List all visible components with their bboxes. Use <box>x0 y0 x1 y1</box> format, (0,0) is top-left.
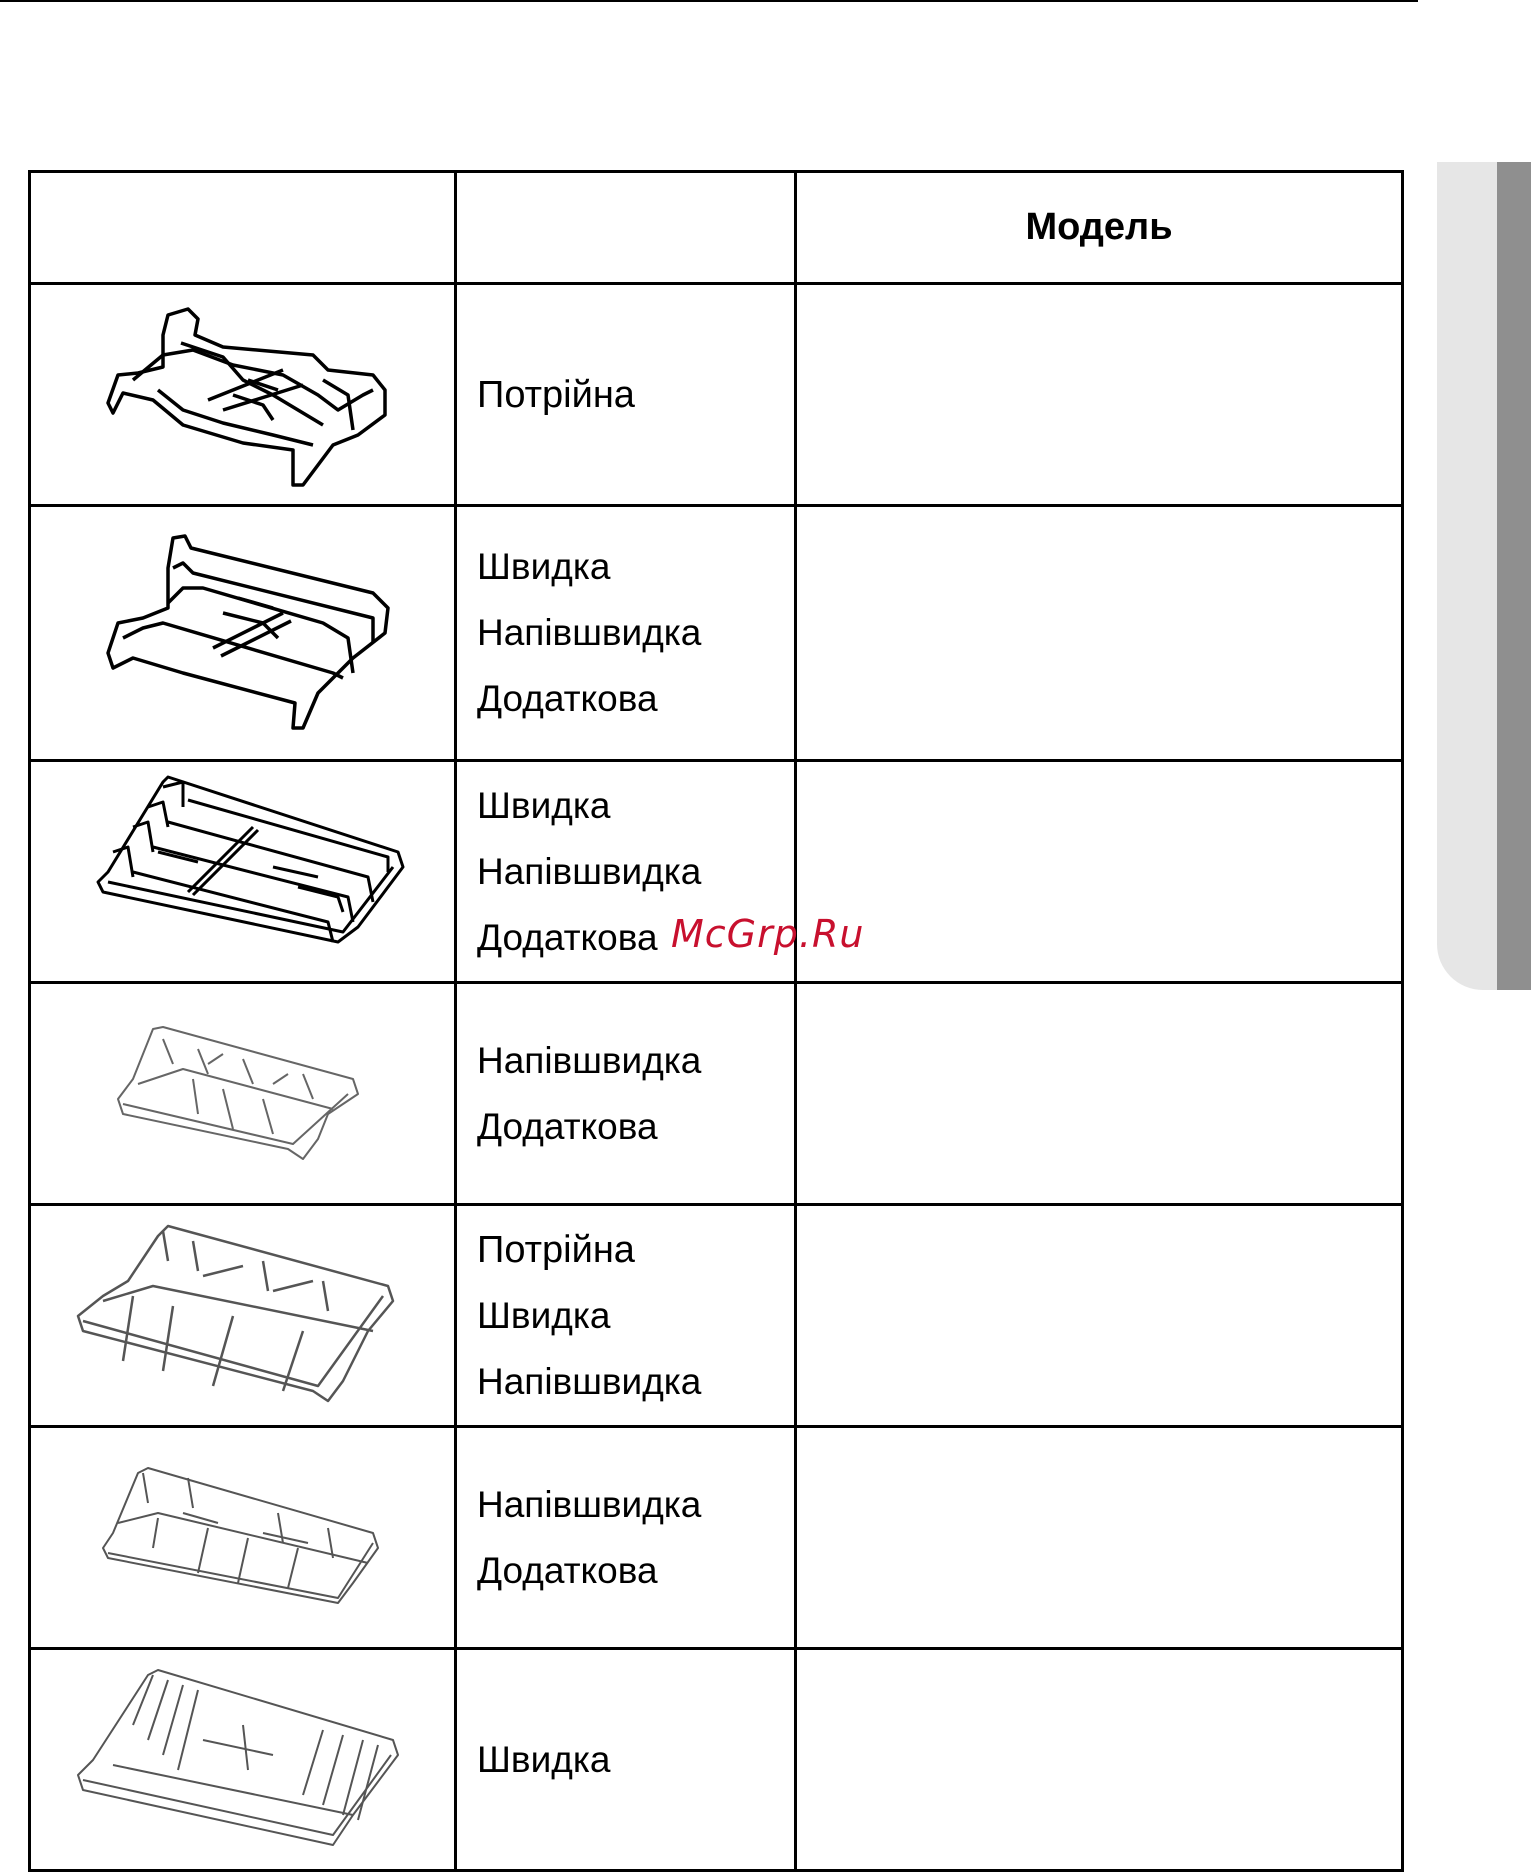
grate-double-light-icon <box>113 1019 373 1169</box>
grate-triple-open-icon <box>73 1221 413 1411</box>
grate-image-cell <box>30 506 456 761</box>
table-row <box>30 983 1403 1205</box>
model-cell <box>796 1649 1403 1871</box>
grate-multi-rail-icon <box>68 772 418 972</box>
burner-cell <box>456 1427 796 1649</box>
burner-type-label: Напівшвидка <box>477 850 702 892</box>
grate-double-rounded-icon <box>98 1463 388 1613</box>
grate-table <box>28 170 1404 1872</box>
burner-type-label: Додаткова <box>477 1105 658 1147</box>
burner-type-label: Швидка <box>477 1294 611 1336</box>
model-cell <box>796 506 1403 761</box>
model-cell <box>796 284 1403 506</box>
burner-type-label: Напівшвидка <box>477 1483 702 1525</box>
table-row <box>30 1205 1403 1427</box>
grate-triple-wok-icon <box>73 295 413 495</box>
burner-type-label: Напівшвидка <box>477 1360 702 1402</box>
burner-type-label: Швидка <box>477 784 611 826</box>
header-col-burners <box>456 172 796 284</box>
grate-image-cell <box>30 983 456 1205</box>
burner-type-label: Додаткова <box>477 678 658 719</box>
burner-cell <box>456 1205 796 1427</box>
grate-image-cell <box>30 1649 456 1871</box>
table-row <box>30 1649 1403 1871</box>
model-cell <box>796 761 1403 983</box>
table-row <box>30 506 1403 761</box>
burner-type-label: Швидка <box>477 1738 611 1780</box>
header-col-grate <box>30 172 456 284</box>
grate-image-cell <box>30 284 456 506</box>
model-cell <box>796 1205 1403 1427</box>
table-row <box>30 284 1403 506</box>
watermark: McGrp.Ru <box>671 912 865 956</box>
burner-type-label: Швидка <box>477 546 611 587</box>
grate-single-cross-icon <box>73 528 413 738</box>
burner-cell <box>456 284 796 506</box>
grate-wide-rail-icon <box>73 1665 413 1855</box>
burner-type-label: Потрійна <box>477 373 635 416</box>
model-cell <box>796 1427 1403 1649</box>
burner-type-label: Додаткова <box>477 916 658 958</box>
table-row <box>30 1427 1403 1649</box>
model-cell <box>796 983 1403 1205</box>
burner-type-label: Потрійна <box>477 1228 635 1271</box>
grate-image-cell <box>30 1427 456 1649</box>
grate-image-cell <box>30 1205 456 1427</box>
burner-cell <box>456 1649 796 1871</box>
top-rule <box>0 0 1418 2</box>
burner-type-label: Додаткова <box>477 1549 658 1591</box>
header-col-model: Модель <box>796 172 1403 284</box>
burner-cell <box>456 983 796 1205</box>
burner-type-label: Напівшвидка <box>477 612 702 653</box>
side-tab-strip <box>1497 162 1531 990</box>
grate-image-cell <box>30 761 456 983</box>
burner-cell <box>456 506 796 761</box>
burner-type-label: Напівшвидка <box>477 1039 702 1081</box>
table-header-row <box>30 172 1403 284</box>
